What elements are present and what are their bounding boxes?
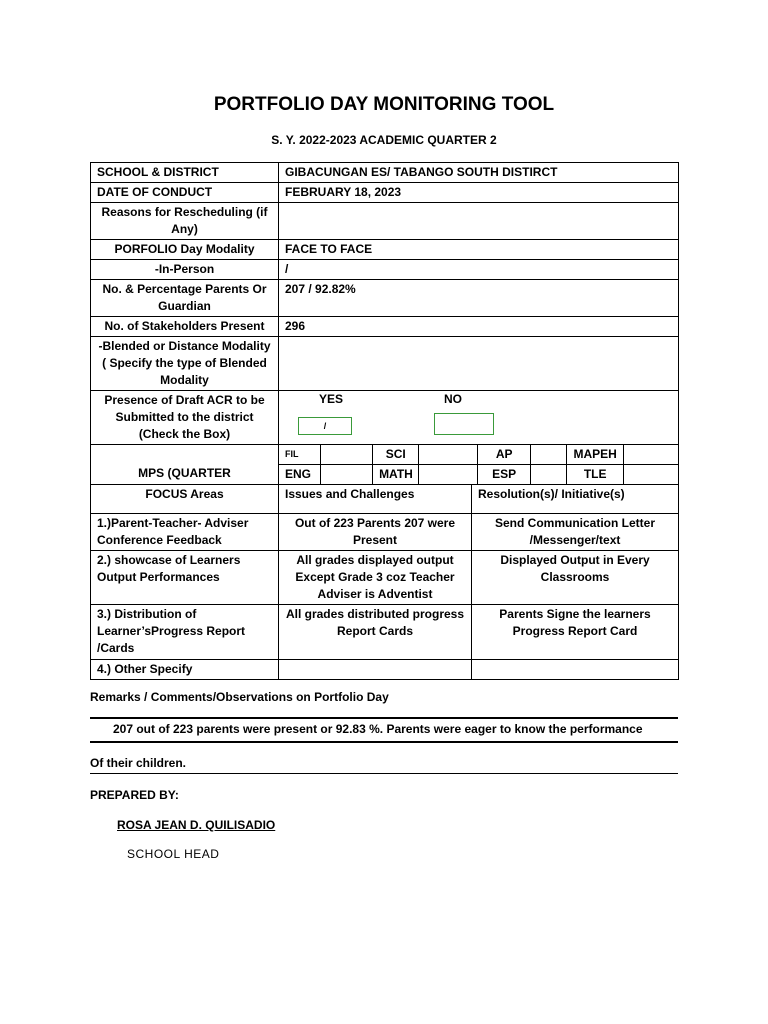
prepared-by-label: PREPARED BY: (90, 788, 179, 802)
table-row (91, 337, 679, 391)
inperson-label: -In-Person (91, 260, 279, 280)
focus-issue: All grades distributed progress Report Cards (279, 605, 472, 660)
table-row (91, 391, 679, 445)
signatory-name: ROSA JEAN D. QUILISADIO (117, 818, 276, 832)
focus-issue: All grades displayed output Except Grade 3 coz Teacher Adviser is Adventist (279, 551, 472, 605)
acr-yes-checkbox[interactable]: / (298, 417, 352, 435)
monitoring-table (90, 162, 679, 680)
table-row (91, 203, 679, 240)
inperson-value: / (279, 260, 679, 280)
acr-yes-label: YES (319, 392, 344, 406)
school-value: GIBACUNGAN ES/ TABANGO SOUTH DISTIRCT (279, 163, 679, 183)
parents-value: 207 / 92.82% (279, 280, 679, 317)
table-row (91, 485, 679, 514)
focus-area: 1.)Parent-Teacher- Adviser Conference Feedback (91, 514, 279, 551)
signatory-position: SCHOOL HEAD (127, 847, 220, 861)
school-label: SCHOOL & DISTRICT (91, 163, 279, 183)
focus-issue (279, 660, 472, 680)
mps-label: MPS (QUARTER (91, 445, 279, 485)
remarks-label: Remarks / Comments/Observations on Portfolio Day (90, 690, 389, 704)
subject-mapeh: MAPEH (567, 445, 624, 465)
resolution-header: Resolution(s)/ Initiative(s) (472, 485, 679, 514)
reasons-label: Reasons for Rescheduling (if Any) (91, 203, 279, 240)
acr-label: Presence of Draft ACR to be Submitted to the district (Check the Box) (91, 391, 279, 445)
focus-header: FOCUS Areas (91, 485, 279, 514)
focus-resolution: Send Communication Letter /Messenger/text (472, 514, 679, 551)
table-row (91, 280, 679, 317)
table-row (91, 660, 679, 680)
focus-issue: Out of 223 Parents 207 were Present (279, 514, 472, 551)
blended-value (279, 337, 679, 391)
subjects-grid (279, 445, 678, 484)
subject-eng: ENG (279, 465, 320, 485)
remarks-underline (90, 773, 678, 774)
focus-resolution: Displayed Output in Every Classrooms (472, 551, 679, 605)
focus-area: 3.) Distribution of Learner’sProgress Report /Cards (91, 605, 279, 660)
table-row (91, 514, 679, 551)
subject-math: MATH (373, 465, 419, 485)
modality-value: FACE TO FACE (279, 240, 679, 260)
parents-label: No. & Percentage Parents Or Guardian (91, 280, 279, 317)
subject-sci: SCI (373, 445, 419, 465)
table-row (91, 317, 679, 337)
reasons-value (279, 203, 679, 240)
acr-cell (279, 391, 679, 445)
acr-no-checkbox[interactable] (434, 413, 494, 435)
table-row (91, 240, 679, 260)
subject-tle: TLE (567, 465, 624, 485)
focus-area: 2.) showcase of Learners Output Performances (91, 551, 279, 605)
document-subtitle: S. Y. 2022-2023 ACADEMIC QUARTER 2 (271, 133, 497, 147)
issues-header: Issues and Challenges (279, 485, 472, 514)
blended-label: -Blended or Distance Modality ( Specify the type of Blended Modality (91, 337, 279, 391)
mps-subjects (279, 445, 679, 485)
remarks-line2: Of their children. (90, 756, 187, 770)
stakeholders-value: 296 (279, 317, 679, 337)
date-label: DATE OF CONDUCT (91, 183, 279, 203)
subject-ap: AP (477, 445, 530, 465)
focus-area: 4.) Other Specify (91, 660, 279, 680)
date-value: FEBRUARY 18, 2023 (279, 183, 679, 203)
table-row (91, 445, 679, 485)
subject-fil: FIL (279, 445, 320, 465)
table-row (91, 551, 679, 605)
focus-resolution (472, 660, 679, 680)
table-row (91, 260, 679, 280)
table-row (91, 163, 679, 183)
focus-resolution: Parents Signe the learners Progress Report Card (472, 605, 679, 660)
document-title: PORTFOLIO DAY MONITORING TOOL (213, 94, 555, 115)
acr-no-label: NO (444, 392, 462, 406)
modality-label: PORFOLIO Day Modality (91, 240, 279, 260)
table-row (91, 183, 679, 203)
table-row (91, 605, 679, 660)
stakeholders-label: No. of Stakeholders Present (91, 317, 279, 337)
remarks-line1: 207 out of 223 parents were present or 92.83 %. Parents were eager to know the performance (113, 722, 643, 736)
subject-esp: ESP (477, 465, 530, 485)
